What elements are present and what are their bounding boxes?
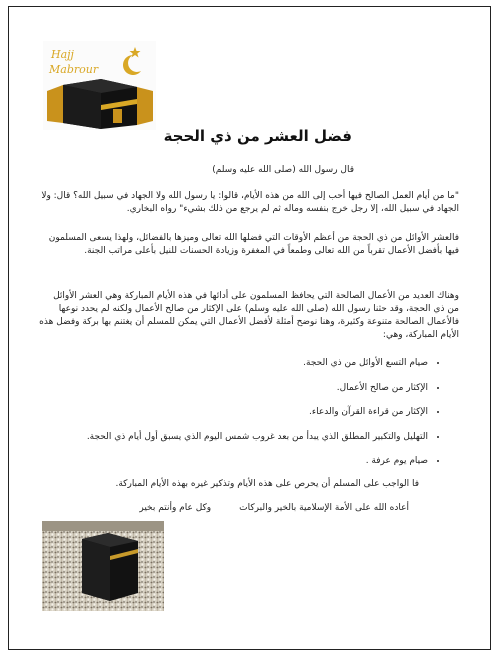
list-item: • الإكثار من قراءة القرآن والدعاء.: [28, 406, 428, 418]
hajj-mabrour-logo: [43, 41, 156, 130]
paragraph-virtue: فالعشر الأوائل من ذي الحجة من أعظم الأوقات التي فضلها الله تعالى وميزها بالفضائل، ولهذا يسعى المسلمون فيها بأفضل الأعمال تقرباً من الله تعالى وطمعاً في المغفرة وزيادة الحسنات للنيل بأعلى مراتب الجنة.: [48, 233, 459, 256]
svg-text:Mabrour: Mabrour: [49, 63, 99, 76]
svg-text:Hajj: Hajj: [51, 48, 74, 61]
closing-greeting-wishes: وكل عام وأنتم بخير: [139, 503, 212, 513]
list-item: • صيام التسع الأوائل من ذي الحجة.: [28, 357, 428, 369]
paragraph-good-deeds: وهناك العديد من الأعمال الصالحة التي يحافظ المسلمون على أدائها في هذه الأيام المباركة وهي العشر الأوائل من ذي الحجة، وقد حثنا رسول الله (صلى الله عليه وسلم) على الإكثار من صالح الأعمال ولكنه لم يحدد نوعها فالأعمال الصالحة متنوعة وكثيرة، وهنا نوضح أمثلة لأفضل الأعمال التي يمكن للمسلم أن يغتنم بها بركة وفضل هذه الأيام المباركة، وهي:: [39, 291, 459, 340]
hadith-intro: قال رسول الله (صلى الله عليه وسلم): [212, 165, 354, 175]
list-item: • الإكثار من صالح الأعمال.: [28, 382, 428, 394]
page-title: فضل العشر من ذي الحجة: [163, 127, 352, 145]
list-item: • التهليل والتكبير المطلق الذي يبدأ من بعد غروب شمس اليوم الذي يسبق أول أيام ذي الحجة.: [28, 431, 428, 443]
kaaba-icon: [82, 533, 138, 601]
good-deeds-list: [28, 357, 444, 480]
closing-greeting-blessing: أعاده الله على الأمة الإسلامية بالخير والبركات: [239, 503, 409, 513]
closing-greeting: [139, 502, 409, 515]
kaaba-photo: [42, 521, 164, 611]
list-item: • صيام يوم عرفة .: [28, 455, 428, 467]
closing-duty: فا الواجب على المسلم أن يحرص على هذه الأيام وتذكير غيره بهذه الأيام المباركة.: [115, 479, 419, 489]
hadith-text: "ما من أيام العمل الصالح فيها أحب إلى الله من هذه الأيام، قالوا: يا رسول الله ولا الجهاد في سبيل الله؟ قال: ولا الجهاد في سبيل الله، إلا رجل خرج بنفسه وماله ثم لم يرجع من ذلك بشيء" رواه البخاري.: [41, 191, 459, 214]
